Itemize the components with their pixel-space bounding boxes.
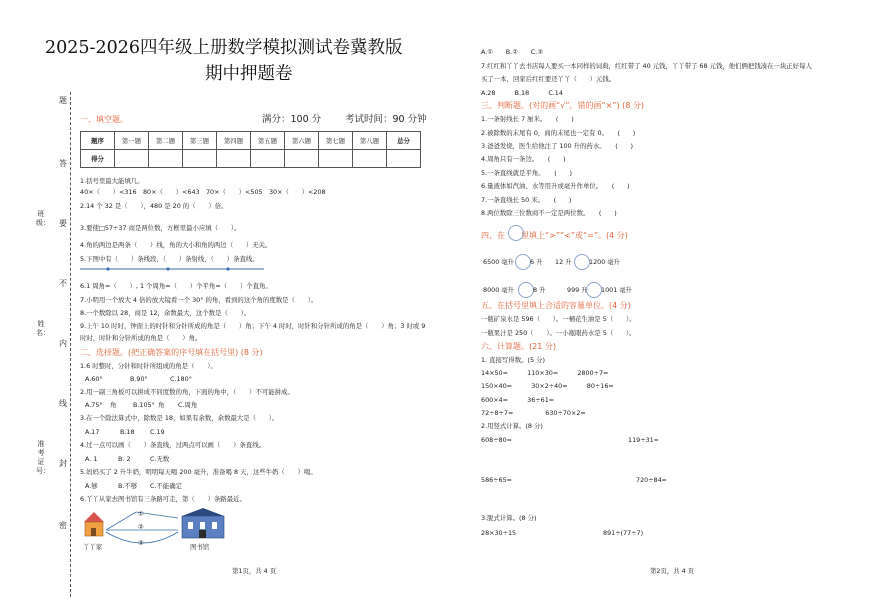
score-header: 第二题 [149,132,183,150]
binding-mark: 题 [59,96,67,105]
question: 1.6 时整时，分针和时针所组成的角是（ ）。 [80,362,217,370]
question: 6.丫丫从家去图书馆有三条路可走，第（ ）条路最近。 [80,495,246,503]
vertical-calc: 586÷65= [481,476,513,484]
compare-circle[interactable] [515,254,531,270]
library-label: 图书馆 [190,543,210,551]
judge-item: 6.量液体如汽油、水等用升或毫升作单位。 ( ) [481,182,630,190]
question: 9.上午 10 时时，钟面上的时针和分针所成的角是（ ）角；下午 4 时时，时针和分针所成的角是（ ）角；3 时或 9 [80,322,426,330]
step-calc: 891÷(77÷7) [603,529,644,537]
calc-heading: 1. 直接写得数。(5 分) [481,356,545,364]
option[interactable]: C.不能确定 [150,482,183,490]
option-line: A.① B.② C.③ [481,48,543,56]
question: 4.过一点可以画（ ）条直线，过两点可以画（ ）条直线。 [80,441,266,449]
score-row-label: 得分 [81,150,115,168]
compare-circle[interactable] [518,282,534,298]
question: 2.用一副三角板可以拼成不同度数的角，下面的角中，（ ）不可能拼成。 [80,388,294,396]
question: 40×（ ）<316 80×（ ）<643 70×（ ）<505 30×（ ）<208 [80,188,326,196]
section-fill-blank: 一、填空题。 [80,115,128,124]
binding-mark: 封 [59,459,67,468]
score-cell[interactable] [319,150,353,168]
compare-right: 6 升 [530,258,543,266]
unit-item: 一瓶果汁是 250（ ）。一小瓶眼药水是 5（ ）。 [481,329,636,337]
vertical-calc: 119÷31= [628,436,660,444]
score-header: 第六题 [285,132,319,150]
score-header: 第五题 [251,132,285,150]
score-cell[interactable] [115,150,149,168]
step-calc: 28×30÷15 [481,529,517,537]
binding-mark: 内 [59,339,67,348]
route-label: ① [138,510,144,518]
binding-mark: 答 [59,159,67,168]
judge-item: 4.周角只有一条边。 ( ) [481,155,566,163]
option[interactable]: A.60° [85,375,103,383]
score-cell[interactable] [149,150,183,168]
line-figure [78,264,268,274]
page-footer: 第1页，共 4 页 [232,567,277,575]
question: 3.要使□57÷37 商是两位数，方框里最小应填（ ）。 [80,224,241,232]
compare-right: 1001 毫升 [601,286,633,294]
home-label: 丫丫家 [83,543,103,551]
calc-heading: 2.用竖式计算。(8 分) [481,422,543,430]
section-units: 五、在括号里填上合适的容量单位。(4 分) [481,301,631,310]
score-header: 总分 [387,132,421,150]
option[interactable]: B.90° [130,375,148,383]
compare-circle[interactable] [586,282,602,298]
question: 7.小明用一个放大 4 倍的放大镜看一个 30° 的角，看到的这个角的度数是（ ）。 [80,296,318,304]
judge-item: 3.爸爸发烧，医生给他注了 100 升的药水。 ( ) [481,142,633,150]
option: 角 [110,401,117,409]
calc-row: 72÷8÷7= 630÷70×2= [481,409,586,417]
question: 2.14 个 32 是（ ），480 是 20 的（ ）倍。 [80,202,228,210]
judge-item: 7.一条直线长 50 米。 ( ) [481,196,572,204]
binding-line [70,92,71,597]
compare-left: 12 升 [555,258,572,266]
question: 4.角的两边是两条（ ）线，角的大小和角的两边（ ）无关。 [80,241,272,249]
question: 8.一个数除以 28，商是 12，余数最大，这个数是（ ）。 [80,309,251,317]
compare-right: 8 升 [533,286,546,294]
option[interactable]: B. 2 [118,455,131,463]
question: 6.1 周角=（ ）, 1 个周角=（ ）个平角=（ ）个直角。 [80,282,272,290]
section-compare: 四、在 里填上“>”“<”或“=”。(4 分) [481,231,628,240]
score-cell[interactable] [217,150,251,168]
binding-mark: 不 [59,279,67,288]
binding-mark: 要 [59,219,67,228]
judge-item: 5.一条直线就是平角。 ( ) [481,169,572,177]
question: 时时，时针和分针所成的角是（ ）角。 [80,334,202,342]
binding-mark: 密 [59,521,67,530]
compare-left: 6500 毫升 [483,258,515,266]
compare-right: 1200 毫升 [589,258,621,266]
question: 买了一本，回家后红红要还丫丫（ ）元钱。 [481,75,616,83]
compare-circle[interactable] [574,254,590,270]
section-calc: 六、计算题。(21 分) [481,342,556,351]
class-label: 班级： [36,210,50,227]
score-header: 题序 [81,132,115,150]
score-cell[interactable] [387,150,421,168]
score-cell[interactable] [183,150,217,168]
section-choice: 二、选择题。(把正确答案的序号填在括号里) (8 分) [80,348,263,357]
option[interactable]: B.不够 [118,482,138,490]
option[interactable]: B.18 [120,428,135,436]
section-judge: 三、判断题。(对的画“√”，错的画“×”) (8 分) [481,101,645,110]
score-cell[interactable] [251,150,285,168]
question: 3.在一个除法算式中，除数是 18，如果有余数，余数最大是（ ）。 [80,414,279,422]
score-header: 第四题 [217,132,251,150]
compare-left: 8000 毫升 [483,286,515,294]
score-header: 第八题 [353,132,387,150]
exam-subtitle: 期中押题卷 [205,64,293,84]
route-label: ② [138,523,144,531]
exam-title: 2025-2026四年级上册数学模拟测试卷冀教版 [45,38,403,58]
option[interactable]: C.周角 [178,401,198,409]
compare-left: 999 升 [567,286,588,294]
question: 5.下图中有（ ）条线段，（ ）条射线，（ ）条直线。 [80,255,259,263]
calc-heading: 3.脱式计算。(8 分) [481,514,537,522]
page-footer: 第2页，共 4 页 [650,567,695,575]
score-cell[interactable] [285,150,319,168]
full-score: 满分：100 分 [262,114,322,125]
option[interactable]: B.105° [133,401,155,409]
question: 7.红红和丫丫去书店每人要买一本同样的词典，红红带了 40 元钱，丫丫带了 68 元钱，他们俩把钱凑在一块正好每人 [481,62,812,70]
name-label: 姓名： [36,320,50,337]
unit-item: 一瓶矿泉水是 596（ ）。一桶花生油是 5（ ）。 [481,315,636,323]
option[interactable]: A. 1 [85,455,98,463]
route-label: ③ [138,539,144,547]
calc-row: 14×50= 110×30= 2800÷7= [481,369,609,377]
vertical-calc: 608÷80= [481,436,513,444]
option[interactable]: A.17 [85,428,100,436]
score-header: 第七题 [319,132,353,150]
question: 5.妈妈买了 2 升牛奶，明明每天喝 200 毫升，准备喝 8 天，这些牛奶（ ）喝。 [80,468,317,476]
judge-item: 1.一条射线长 7 厘米。 ( ) [481,115,574,123]
option[interactable]: C.19 [150,428,165,436]
option[interactable]: A.75° [85,401,103,409]
option-line: A.28 B.18 C.14 [481,89,563,97]
score-table [80,131,421,168]
option[interactable]: C.180° [170,375,192,383]
exam-id-label: 准考证号： [36,440,50,475]
compare-circle [508,225,524,241]
exam-time: 考试时间：90 分钟 [345,114,427,125]
judge-item: 2.被除数的末尾有 0，商的末尾也一定有 0。 ( ) [481,129,636,137]
judge-item: 8.两位数除三位数商不一定是两位数。 ( ) [481,209,617,217]
vertical-calc: 720÷84= [636,476,668,484]
score-cell[interactable] [353,150,387,168]
option[interactable]: A.够 [85,482,98,490]
calc-row: 600×4= 36÷61= [481,396,555,404]
option: 角 [158,401,165,409]
question: 1.括号里最大能填几。 [80,177,144,185]
binding-mark: 线 [59,399,67,408]
score-header: 第三题 [183,132,217,150]
calc-row: 150×40= 30×2÷40= 80÷16= [481,382,614,390]
option[interactable]: C.无数 [150,455,170,463]
score-header: 第一题 [115,132,149,150]
